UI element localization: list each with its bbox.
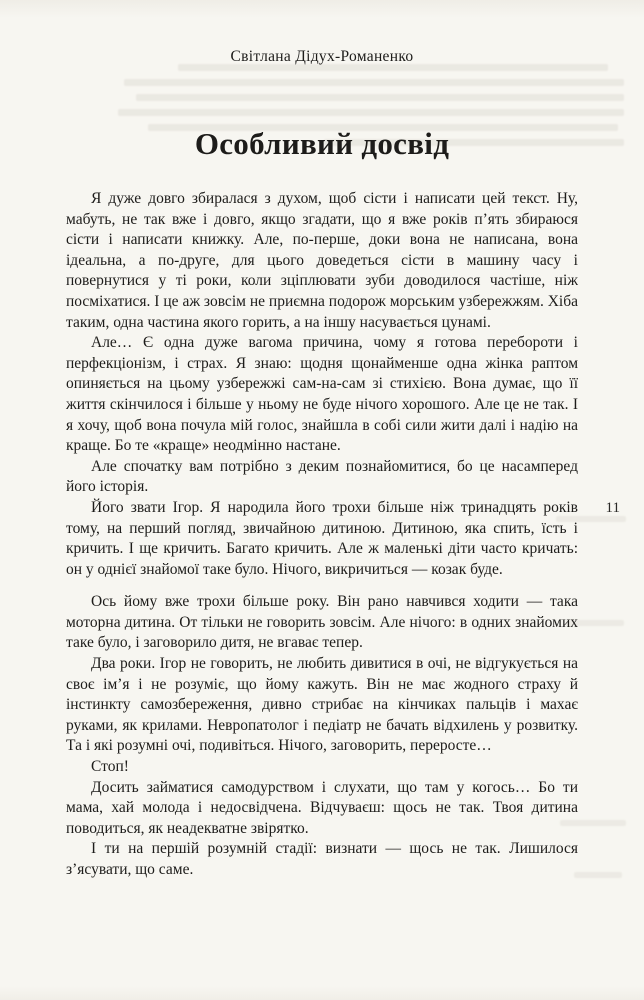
page-bleedthrough-mark — [574, 872, 622, 878]
paragraph: Але… Є одна дуже вагома причина, чому я готова перебороти і перфекціонізм, і страх. Я знаю: щодня щонайменше одна жінка раптом опиняється на цьому узбережжі сам-на-сам зі стихією. Вона думає, що її життя скінчилося і більше у ньому не буде нічого хорошого. Але це не так. І я хочу, щоб вона почула мій голос, знайшла в собі сили жити далі і надію на краще. Бо те «краще» неодмінно настане. — [66, 334, 578, 455]
page-number: 11 — [605, 500, 620, 516]
paragraph: Але спочатку вам потрібно з деким познайомитися, бо це насамперед його історія. — [66, 457, 578, 496]
author-header: Світлана Дідух-Романенко — [230, 48, 414, 65]
paragraph: Ось йому вже трохи більше року. Він рано навчився ходити — така моторна дитина. От тільки не говорить зовсім. Але нічого: в одних знайомих таке було, і заговорило дитя, не вгаває тепер. — [66, 593, 578, 652]
paragraph: Стоп! — [91, 758, 129, 776]
paragraph: Два роки. Ігор не говорить, не любить дивитися в очі, не відгукується на своє ім’я і не розуміє, що йому кажуть. Він не має жодного страху й інстинкту самозбереження, дивно стрибає на кінчиках пальців і махає руками, як крилами. Невропатолог і педіатр не бачать відхилень у розвитку. Та і які розумні очі, подивіться. Нічого, заговорить, переросте… — [66, 655, 578, 755]
body-text — [66, 189, 578, 881]
paragraph: Досить займатися самодурством і слухати, що там у когось… Бо ти мама, хай молода і недосвідчена. Відчуваєш: щось не так. Твоя дитина поводиться, як неадекватне звірятко. — [66, 778, 578, 837]
paragraph: Його звати Ігор. Я народила його трохи більше ніж тринадцять років тому, на перший погляд, звичайною дитиною. Дитиною, яка спить, їсть і кричить. І ще кричить. Багато кричить. Але ж маленькі діти часто кричать: он у однієї знайомої таке було. Нічого, викричиться — козак буде. — [66, 498, 578, 578]
paragraph: І ти на першій розумній стадії: визнати — щось не так. Лишилося з’ясувати, що саме. — [66, 840, 578, 878]
paragraph: Я дуже довго збиралася з духом, щоб сісти і написати цей текст. Ну, мабуть, не так вже і довго, якщо згадати, що я вже років п’ять збираюся сісти і написати книжку. Але, по-перше, доки вона не написана, вона ідеальна, а по-друге, для цього доведеться сісти в машину часу і повернутися у ті роки, коли зціплювати зуби доводилося частіше, ніж посміхатися. І це аж зовсім не приємна подорож морським узбережжям. Хіба таким, одна частина якого горить, а на іншу насувається цунамі. — [66, 190, 578, 331]
chapter-title: Особливий досвід — [194, 126, 450, 161]
